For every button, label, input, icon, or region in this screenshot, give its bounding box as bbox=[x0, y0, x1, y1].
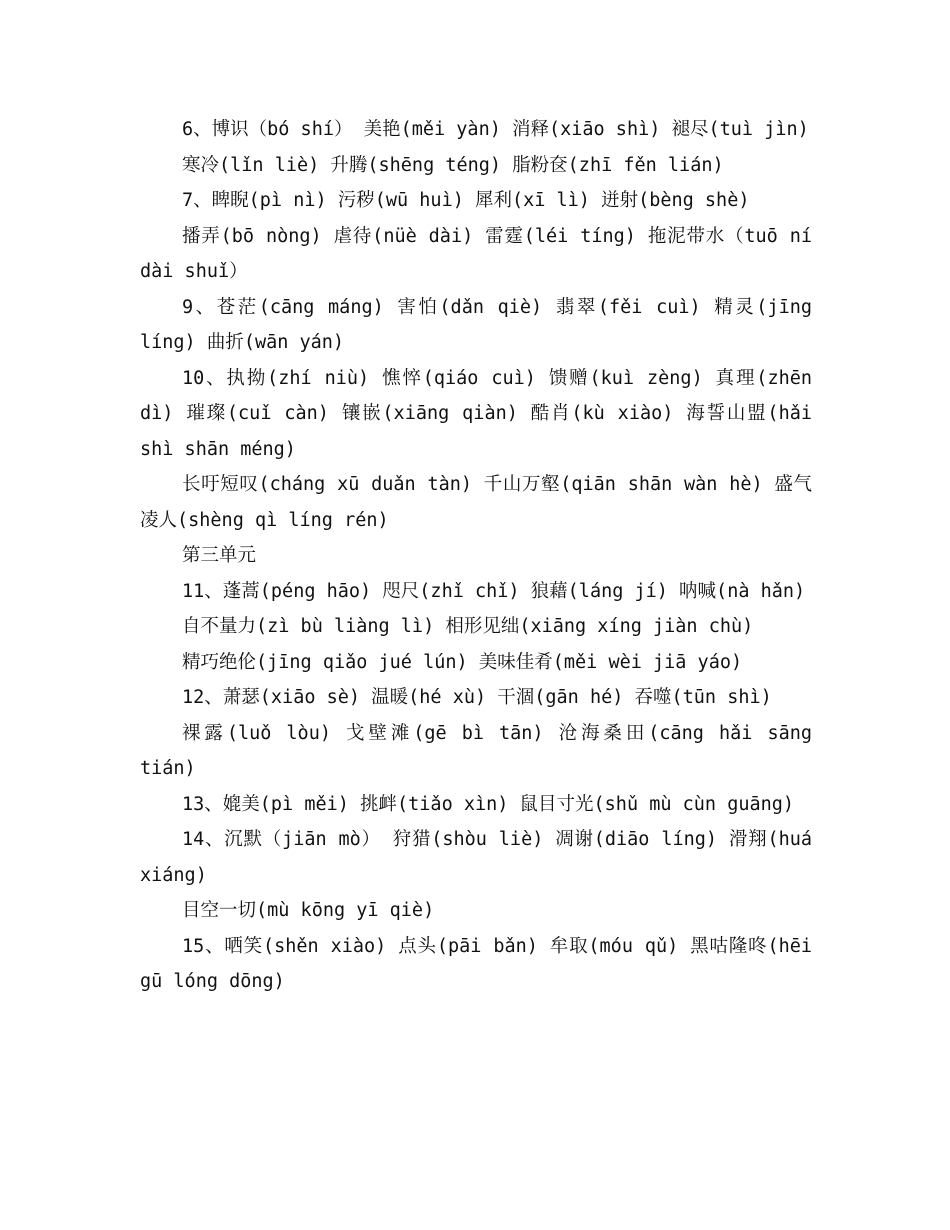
paragraph-4: 播弄(bō nòng) 虐待(nüè dài) 雷霆(léi tíng) 拖泥带水（tuō ní dài shuǐ） bbox=[140, 225, 812, 282]
paragraph-3: 7、睥睨(pì nì) 污秽(wū huì) 犀利(xī lì) 迸射(bèng shè) bbox=[182, 190, 750, 211]
paragraph-1: 6、博识（bó shí） 美艳(měi yàn) 消释(xiāo shì) 褪尽(tuì jìn) bbox=[182, 119, 809, 140]
paragraph-5: 9、苍茫(cāng máng) 害怕(dǎn qiè) 翡翠(fěi cuì) 精灵(jīng líng) 曲折(wān yán) bbox=[140, 296, 812, 353]
paragraph-9: 11、蓬蒿(péng hāo) 咫尺(zhǐ chǐ) 狼藉(láng jí) 呐喊(nà hǎn) bbox=[182, 580, 806, 602]
paragraph-11: 精巧绝伦(jīng qiǎo jué lún) 美味佳肴(měi wèi jiā yáo) bbox=[182, 651, 743, 673]
paragraph-13: 裸露(luǒ lòu) 戈壁滩(gē bì tān) 沧海桑田(cāng hǎi sāng tián) bbox=[140, 722, 812, 779]
paragraph-6: 10、执拗(zhí niù) 憔悴(qiáo cuì) 馈赠(kuì zèng) 真理(zhēn dì) 璀璨(cuǐ càn) 镶嵌(xiāng qiàn) 酷肖(kù xiào) 海誓山盟(hǎi shì shān méng) bbox=[140, 367, 812, 460]
paragraph-7: 长吁短叹(cháng xū duǎn tàn) 千山万壑(qiān shān wàn hè) 盛气凌人(shèng qì líng rén) bbox=[140, 474, 812, 531]
paragraph-17: 15、哂笑(shěn xiào) 点头(pāi bǎn) 牟取(móu qǔ) 黑咕隆咚(hēi gū lóng dōng) bbox=[140, 935, 812, 992]
section-heading: 第三单元 bbox=[182, 545, 257, 566]
paragraph-2: 寒冷(lǐn liè) 升腾(shēng téng) 脂粉奁(zhī fěn lián) bbox=[182, 154, 724, 176]
paragraph-10: 自不量力(zì bù liàng lì) 相形见绌(xiāng xíng jiàn chù) bbox=[182, 616, 754, 637]
paragraph-14: 13、媲美(pì měi) 挑衅(tiǎo xìn) 鼠目寸光(shǔ mù cùn guāng) bbox=[182, 793, 795, 815]
paragraph-12: 12、萧瑟(xiāo sè) 温暖(hé xù) 干涸(gān hé) 吞噬(tūn shì) bbox=[182, 687, 772, 708]
document-page bbox=[140, 112, 812, 1000]
paragraph-15: 14、沉默（jiān mò） 狩猎(shòu liè) 凋谢(diāo líng) 滑翔(huá xiáng) bbox=[140, 829, 812, 886]
paragraph-16: 目空一切(mù kōng yī qiè) bbox=[182, 900, 435, 921]
